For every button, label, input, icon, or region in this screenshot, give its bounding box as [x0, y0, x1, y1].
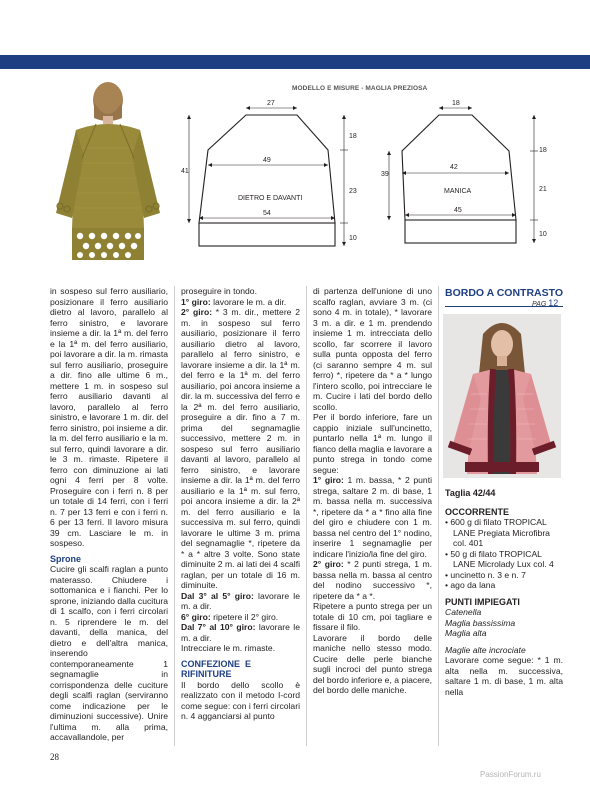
column-divider	[438, 286, 439, 746]
heading-punti: PUNTI IMPIEGATI	[445, 596, 520, 607]
paragraph: Intrecciare le m. rimaste.	[181, 643, 276, 653]
watermark: PassionForum.ru	[480, 770, 541, 779]
round-instruction	[181, 591, 300, 612]
sleeve-bottom-measure: 45	[454, 207, 462, 214]
round-label: 1° giro:	[313, 475, 344, 485]
round-instruction	[313, 559, 432, 601]
stitch-name: Catenella	[445, 607, 482, 617]
paragraph: in sospeso sul ferro ausiliario, posizionare il ferro ausiliario dietro al lavoro, parallelo al ferro sinistro, e lavorare insieme a dir. la 1ª m. del ferro e la 1ª m. del ferro ausiliario, poi lavorare a dir. la m. rimasta sul ferro ausiliario, proseguire a dir. fino alle ultime 6 m., mettere 1 m. in sospeso sul ferro ausiliario davanti al lavoro, parallelo al ferro sinistro, e lavorare 1 m. dir. del ferro sinistro, poi insieme a dir. la m. del ferro ausiliario e la m. sul ferro, quindi lavorare a dir. le 3 m. rimaste. Ripetere il ferro con diminuzione ai lati ogni 4 ferri per 8 volte. Proseguire con i ferri n. 8 per un totale di 14 ferri, con i ferri n. 7 per 13 ferri e con i ferri n. 6 per 13 ferri. Il lavoro misura 39 cm. Lasciare le m. in sospeso.	[50, 286, 168, 548]
sidebar-title: BORDO A CONTRASTO	[445, 287, 564, 299]
text-column-2	[181, 286, 300, 722]
round-instruction	[181, 622, 300, 643]
round-label: 2° giro:	[313, 559, 344, 569]
paragraph: Ripetere a punto strega per un totale di 10 cm, poi tagliare e fissare il filo.	[313, 601, 432, 632]
column-divider	[306, 286, 307, 746]
round-text: lavorare le m. a dir.	[210, 296, 287, 307]
round-text: lavorare le m. a dir.	[181, 622, 300, 643]
round-text: 1 m. bassa, * 2 punti strega, saltare 2 m. di base, 1 m. bassa nella m. successiva *, ripetere da * a * fino alla fine del giro e chiudere con 1 m. bassa nel centro del 1° nodino, inserire 1 segnamaglie per indicare l'inizio/la fine del giro.	[313, 475, 432, 559]
round-instruction	[181, 307, 300, 591]
section-heading-sprone: Sprone	[50, 553, 82, 564]
diagram-title: MODELLO E MISURE - MAGLIA PREZIOSA	[292, 85, 428, 92]
sweater-back-photo	[48, 78, 168, 272]
paragraph: Lavorare il bordo delle maniche nello stesso modo. Cucire delle perle bianche sugli incroci del punto strega del bordo inferiore e, a piacere, del bordo delle maniche.	[313, 632, 432, 695]
round-label: Dal 3° al 5° giro:	[181, 590, 254, 601]
fb-mid-measure: 49	[263, 157, 271, 164]
materials-item: • 600 g di filato TROPICAL LANE Pregiata Microfibra col. 401	[445, 517, 550, 548]
sleeve-right-measure-2: 21	[539, 186, 547, 193]
stitch-name: Maglie alte incrociate	[445, 644, 526, 655]
paragraph: Cucire gli scalfi raglan a punto materasso. Chiudere i sottomanica e i fianchi. Per lo sprone, iniziando dalla cucitura di 1 scalfo, con i ferri circolari n. 5 riprendere le m. del davanti, della manica, del dietro e dell'altra manica, inserendo contemporaneamente 1 segnamaglie in corrispondenza delle cuciture degli scalfi raglan (serviranno come indicazione per le diminuzioni successive). Unire l'ultima m. alla prima, accavallandole, per	[50, 564, 168, 742]
round-label: 6° giro:	[181, 611, 211, 622]
sleeve-piece-label: MANICA	[444, 188, 472, 195]
section-heading-confezione: CONFEZIONE E RIFINITURE	[181, 658, 251, 679]
round-label: 2° giro:	[181, 307, 213, 317]
round-text: * 2 punti strega, 1 m. bassa nella m. bassa al centro del nodino successivo *, ripetere da * a *.	[313, 559, 433, 601]
page-ref-number: 12	[548, 298, 559, 308]
text-column-3	[313, 286, 432, 696]
paragraph: Lavorare come segue: * 1 m. alta nella m. successiva, saltare 1 m. di base, 1 m. alta nella	[445, 655, 563, 697]
paragraph: proseguire in tondo.	[181, 286, 257, 296]
stitch-name: Maglia alta	[445, 628, 487, 638]
paragraph: di partenza dell'unione di uno scalfo raglan, avviare 3 m. (ci sono 4 m. in totale), * lavorare 3 m. a dir. e 1 m. prendendo insieme 1 m. intrecciata dello scollo, far scorrere il lavoro sulla punta opposta del ferro (ci saranno sempre 4 m. sul ferro) *, ripetere da * a * lungo l'intero scollo, poi intrecciare le m. Cucire i lati del bordo dello scollo.	[313, 286, 432, 412]
paragraph: Per il bordo inferiore, fare un cappio iniziale sull'uncinetto, puntarlo nella 1ª m. lungo il fianco della maglia e lavorare a punto strega in tondo come segue:	[313, 412, 432, 475]
round-text: lavorare le m. a dir.	[181, 590, 300, 611]
fb-bottom-measure: 54	[263, 210, 271, 217]
heading-occorrente: OCCORRENTE	[445, 506, 510, 517]
fb-top-measure: 27	[267, 100, 275, 107]
materials-item: • uncinetto n. 3 e n. 7	[445, 569, 526, 580]
page-ref-prefix: PAG	[532, 301, 547, 308]
round-instruction	[181, 612, 300, 623]
page-number: 28	[50, 752, 59, 762]
paragraph: Il bordo dello scollo è realizzato con il metodo I-cord come segue: con i ferri circolari n. 4 agganciarsi al punto	[181, 679, 300, 721]
round-instruction	[181, 297, 300, 308]
pink-cardigan-photo	[443, 314, 561, 478]
materials-item: • ago da lana	[445, 580, 496, 590]
measurement-schematic	[178, 78, 576, 274]
top-color-bar	[0, 55, 590, 69]
round-text: ripetere il 2° giro.	[210, 611, 279, 622]
sidebar-divider	[445, 306, 563, 307]
sleeve-right-measure-3: 10	[539, 231, 547, 238]
fb-piece-label: DIETRO E DAVANTI	[238, 195, 303, 202]
sleeve-left-measure: 39	[381, 171, 389, 178]
text-column-1	[50, 286, 168, 743]
fb-left-measure: 41	[181, 168, 189, 175]
round-text: * 3 m. dir., mettere 2 m. in sospeso sul ferro ausiliario, posizionare il ferro ausiliario dietro al lavoro, parallelo al ferro sinistro, e lavorare insieme a dir. la 1ª m. del ferro e la 1ª m. del ferro ausiliario, poi ancora insieme a dir. la m. successiva del ferro e la 2ª m. del ferro ausiliario, proseguire a dir. fino a 7 m. prima del segnamaglie successivo, mettere 2 m. in sospeso sul ferro ausiliario davanti al lavoro, parallelo al ferro sinistro, e lavorare insieme a dir. la 1ª m. del ferro ausiliario e la 1ª m. sul ferro, poi ancora insieme a dir. la 2ª m. del ferro ausiliario e la successiva m. sul ferro, quindi lavorare le ultime 3 m. prima del segnamaglie *, ripetere da * a * altre 3 volte. Sono state diminuite 2 m. ai lati dei 4 scalfi raglan, per un totale di 16 m. diminuite.	[181, 307, 300, 590]
sleeve-right-measure-1: 18	[539, 147, 547, 154]
materials-sidebar	[445, 488, 563, 697]
fb-right-measure-2: 23	[349, 188, 357, 195]
round-instruction	[313, 475, 432, 559]
materials-item: • 50 g di filato TROPICAL LANE Microlady Lux col. 4	[445, 548, 554, 569]
fb-right-measure-3: 10	[349, 235, 357, 242]
fb-right-measure-1: 18	[349, 133, 357, 140]
round-label: 1° giro:	[181, 296, 211, 307]
column-divider	[174, 286, 175, 746]
size-label: Taglia 42/44	[445, 488, 496, 498]
stitch-name: Maglia bassissima	[445, 617, 516, 628]
sleeve-mid-measure: 42	[450, 164, 458, 171]
sleeve-top-measure: 18	[452, 100, 460, 107]
round-label: Dal 7° al 10° giro:	[181, 622, 256, 632]
